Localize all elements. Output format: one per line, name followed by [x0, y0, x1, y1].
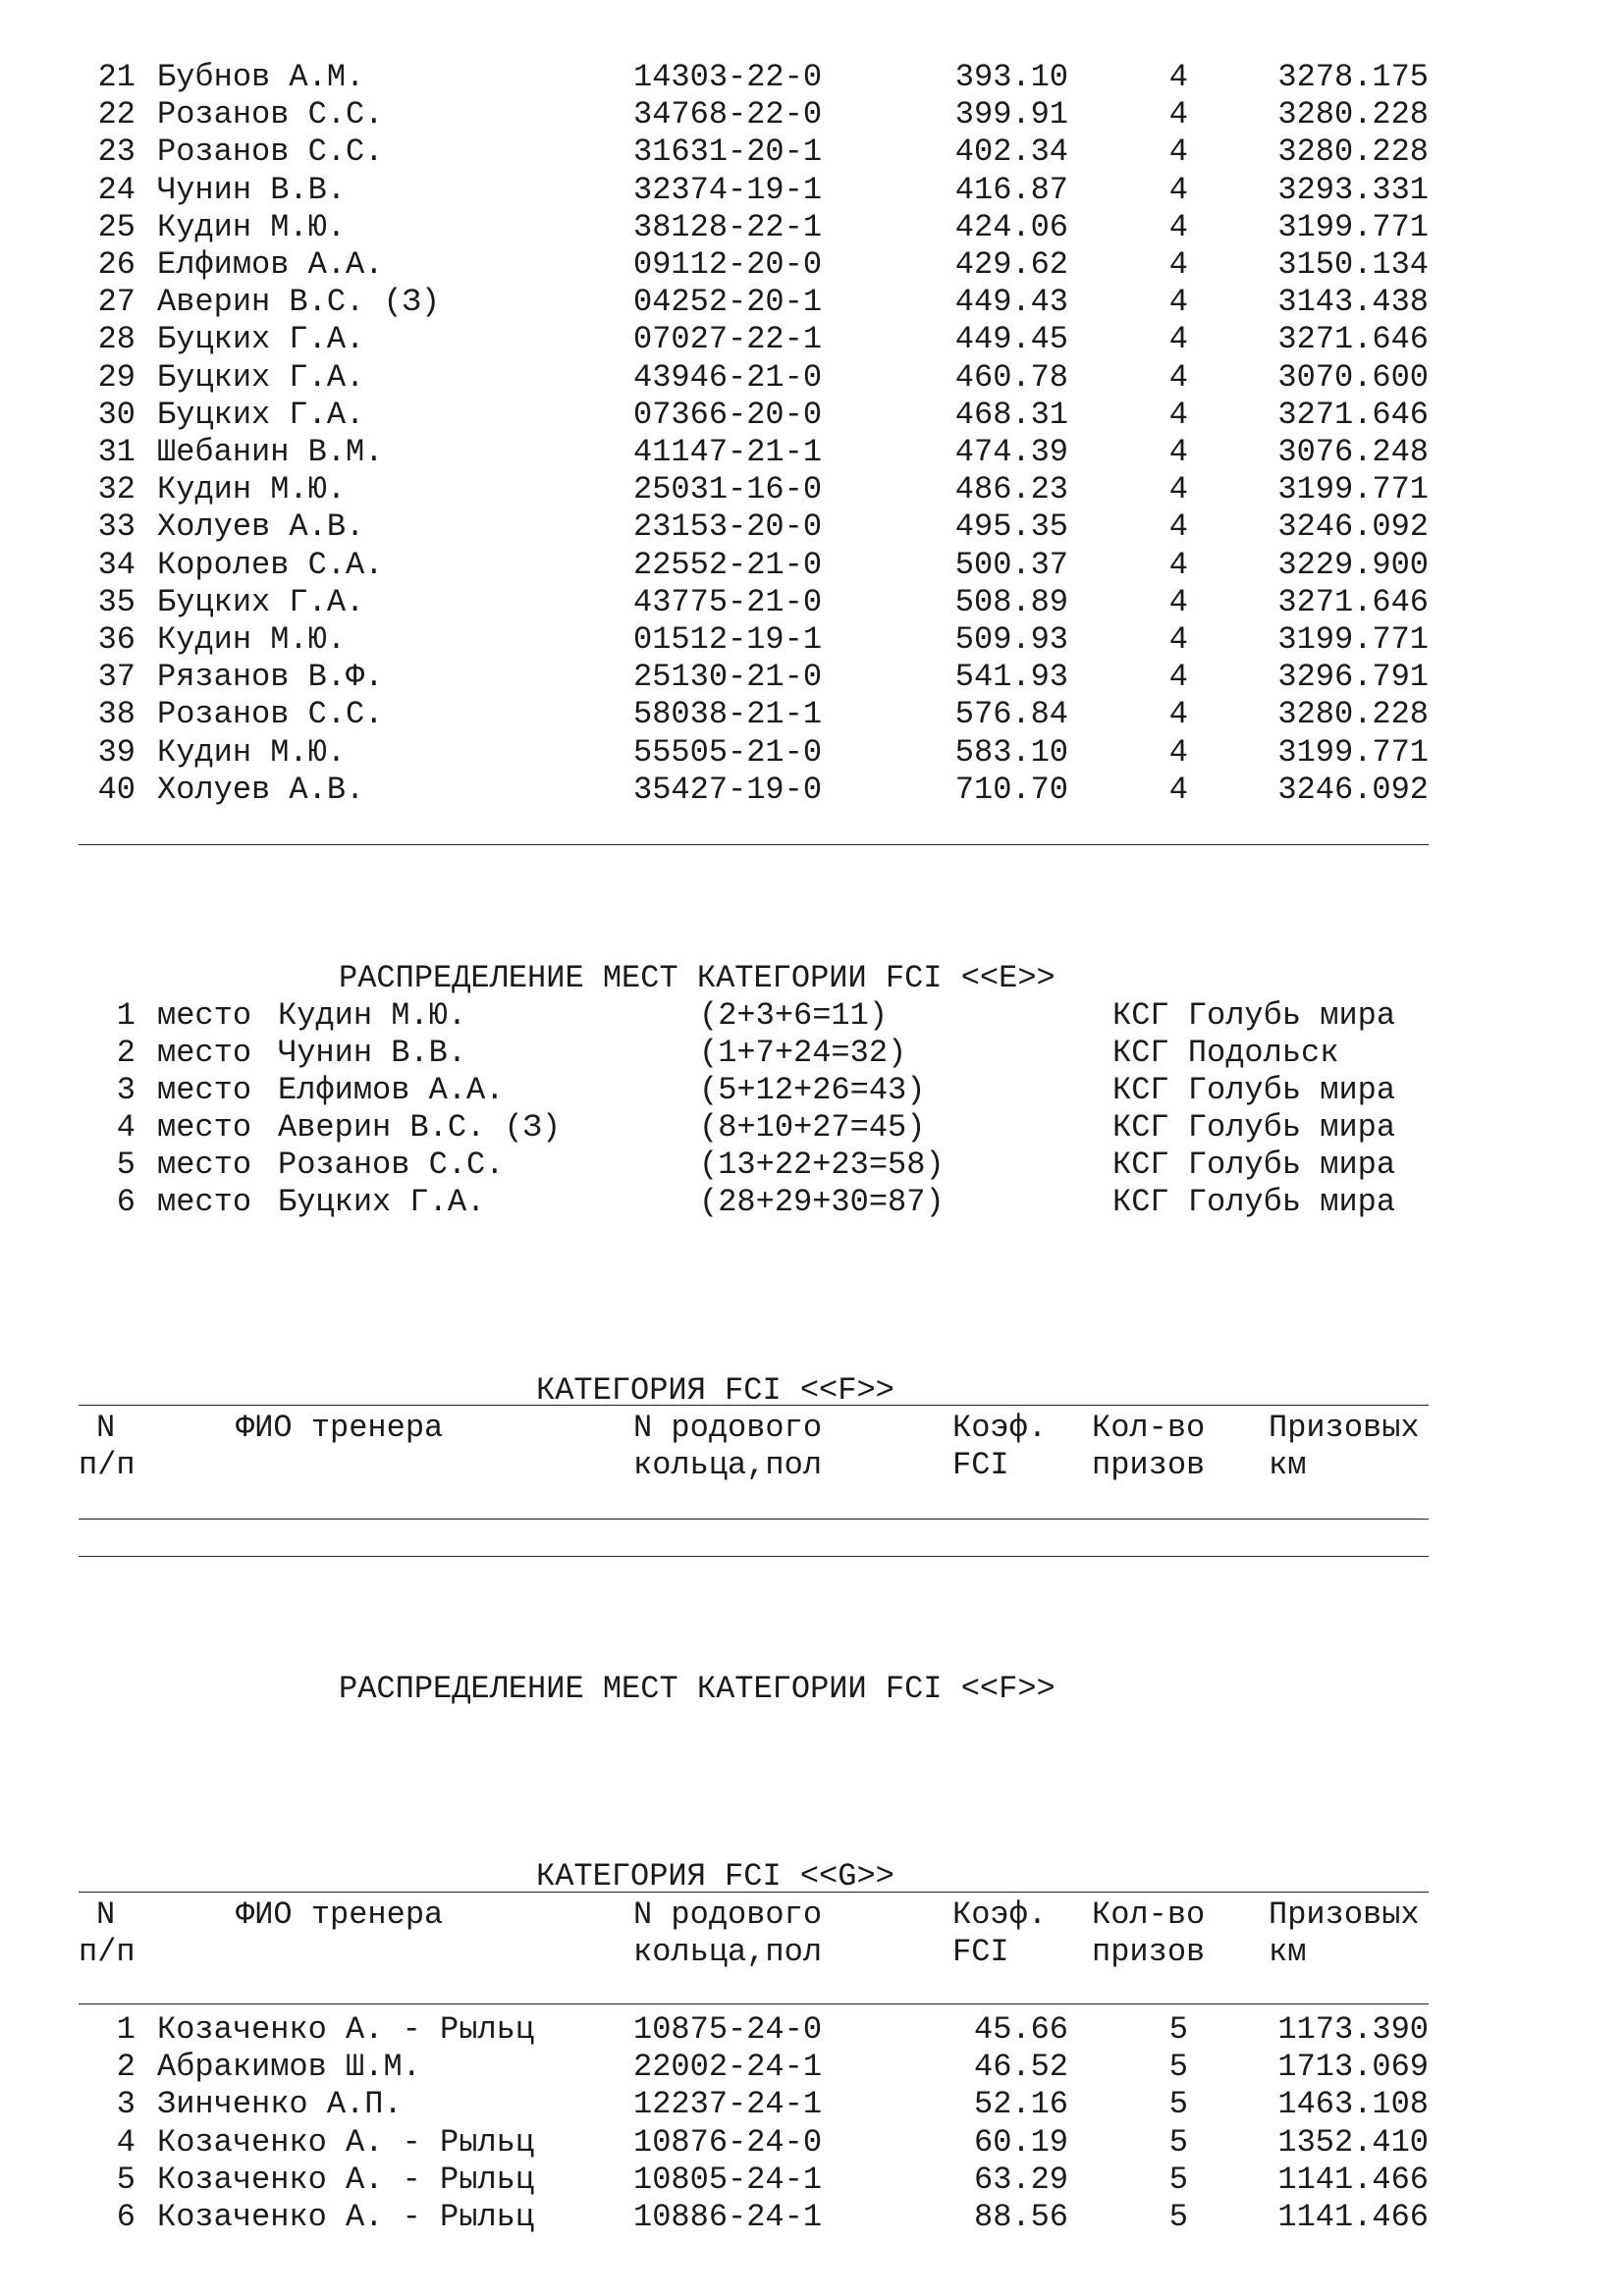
- row-number: 35: [97, 583, 135, 620]
- ring-number: 32374-19-1: [633, 171, 823, 208]
- trainer-name: Абракимов Ш.М.: [157, 2049, 421, 2086]
- row-number: 22: [97, 96, 135, 133]
- club-name: КСГ Голубь мира: [1112, 1184, 1396, 1220]
- header-prizes: Кол-во: [1092, 1410, 1206, 1446]
- trainer-name: Розанов С.С.: [157, 696, 384, 733]
- prize-km: 1173.390: [1277, 2011, 1429, 2048]
- category-g-header-top-rule: [79, 1892, 1429, 1893]
- prize-count: 5: [1168, 2161, 1188, 2198]
- place-number: 1: [116, 997, 135, 1034]
- row-number: 28: [97, 321, 135, 358]
- trainer-name: Буцких Г.А.: [157, 396, 365, 433]
- fci-coefficient: 460.78: [954, 358, 1068, 396]
- trainer-name: Чунин В.В.: [157, 171, 347, 208]
- list-item: [0, 1072, 1624, 1109]
- prize-count: 4: [1168, 133, 1188, 171]
- prize-count: 4: [1168, 284, 1188, 321]
- trainer-name: Розанов С.С.: [278, 1147, 505, 1183]
- place-number: 3: [116, 1072, 135, 1108]
- ring-number: 10805-24-1: [633, 2161, 823, 2198]
- fci-coefficient: 500.37: [954, 546, 1068, 583]
- fci-coefficient: 429.62: [954, 246, 1068, 283]
- club-name: КСГ Голубь мира: [1112, 1147, 1396, 1183]
- club-name: КСГ Голубь мира: [1112, 1072, 1396, 1108]
- row-number: 33: [97, 508, 135, 546]
- trainer-name: Елфимов А.А.: [278, 1072, 505, 1108]
- row-number: 26: [97, 246, 135, 283]
- prize-km: 3271.646: [1277, 321, 1429, 358]
- row-number: 40: [97, 771, 135, 808]
- table-row: [0, 2011, 1624, 2049]
- fci-coefficient: 416.87: [954, 171, 1068, 208]
- prize-count: 4: [1168, 358, 1188, 396]
- places-f-title: [0, 1633, 1624, 1745]
- trainer-name: Буцких Г.А.: [157, 321, 365, 358]
- ring-number: 43946-21-0: [633, 358, 823, 396]
- prize-count: 4: [1168, 59, 1188, 95]
- fci-coefficient: 46.52: [973, 2049, 1068, 2086]
- ring-number: 12237-24-1: [633, 2086, 823, 2123]
- club-name: КСГ Голубь мира: [1112, 997, 1396, 1034]
- prize-count: 4: [1168, 659, 1188, 696]
- header-prizes-sub: призов: [1092, 1447, 1206, 1483]
- fci-coefficient: 486.23: [954, 471, 1068, 508]
- prize-count: 5: [1168, 2199, 1188, 2235]
- table-row: [0, 59, 1624, 96]
- trainer-name: Кудин М.Ю.: [157, 733, 347, 771]
- prize-km: 3280.228: [1277, 96, 1429, 133]
- category-f-title-text: КАТЕГОРИЯ FCI <<F>>: [536, 1372, 894, 1409]
- table-row: [0, 359, 1624, 397]
- prize-km: 3143.438: [1277, 284, 1429, 321]
- ring-number: 58038-21-1: [633, 696, 823, 733]
- trainer-name: Бубнов А.М.: [157, 59, 365, 95]
- fci-coefficient: 399.91: [954, 96, 1068, 133]
- table-row: [0, 209, 1624, 246]
- fci-coefficient: 576.84: [954, 696, 1068, 733]
- prize-count: 4: [1168, 696, 1188, 733]
- prize-km: 3150.134: [1277, 246, 1429, 283]
- table-row: [0, 172, 1624, 209]
- prize-count: 5: [1168, 2011, 1188, 2048]
- table-row: [0, 621, 1624, 659]
- ring-number: 34768-22-0: [633, 96, 823, 133]
- table-row: [0, 584, 1624, 621]
- row-number: 4: [116, 2123, 135, 2161]
- place-sum: (8+10+27=45): [699, 1109, 926, 1146]
- table-row: [0, 321, 1624, 358]
- ring-number: 10875-24-0: [633, 2011, 823, 2048]
- place-word: место: [157, 1147, 252, 1183]
- trainer-name: Козаченко А. - Рыльц: [157, 2011, 535, 2048]
- ring-number: 25130-21-0: [633, 659, 823, 696]
- prize-km: 3199.771: [1277, 208, 1429, 245]
- place-sum: (13+22+23=58): [699, 1147, 945, 1183]
- fci-coefficient: 60.19: [973, 2123, 1068, 2161]
- table-row: [0, 246, 1624, 284]
- place-sum: (28+29+30=87): [699, 1184, 945, 1220]
- header-coef-sub: FCI: [952, 1934, 1009, 1970]
- row-number: 25: [97, 208, 135, 245]
- row-number: 38: [97, 696, 135, 733]
- prize-km: 3296.791: [1277, 659, 1429, 696]
- prize-count: 5: [1168, 2086, 1188, 2123]
- place-word: место: [157, 1072, 252, 1108]
- header-n: N: [96, 1410, 116, 1446]
- ring-number: 41147-21-1: [633, 434, 823, 470]
- trainer-name: Королев С.А.: [157, 546, 384, 583]
- table-row: [0, 2124, 1624, 2162]
- fci-coefficient: 52.16: [973, 2086, 1068, 2123]
- trainer-name: Холуев А.В.: [157, 771, 365, 808]
- place-number: 5: [116, 1147, 135, 1183]
- ring-number: 14303-22-0: [633, 59, 823, 95]
- row-number: 24: [97, 171, 135, 208]
- prize-km: 3199.771: [1277, 471, 1429, 508]
- place-sum: (5+12+26=43): [699, 1072, 926, 1108]
- prize-count: 4: [1168, 621, 1188, 658]
- prize-km: 1352.410: [1277, 2123, 1429, 2161]
- category-f-header-top-rule: [79, 1405, 1429, 1406]
- list-item: [0, 1147, 1624, 1184]
- fci-coefficient: 402.34: [954, 133, 1068, 171]
- place-number: 2: [116, 1035, 135, 1071]
- trainer-name: Розанов С.С.: [157, 133, 384, 171]
- table-row: [0, 2162, 1624, 2199]
- place-sum: (1+7+24=32): [699, 1035, 907, 1071]
- prize-count: 4: [1168, 546, 1188, 583]
- ring-number: 10886-24-1: [633, 2199, 823, 2235]
- ring-number: 07027-22-1: [633, 321, 823, 358]
- fci-coefficient: 541.93: [954, 659, 1068, 696]
- header-km-sub: км: [1269, 1447, 1307, 1483]
- header-ring-sub: кольца,пол: [633, 1934, 823, 1970]
- row-number: 3: [116, 2086, 135, 2123]
- header-km: Призовых: [1269, 1410, 1420, 1446]
- header-ring: N родового: [633, 1410, 823, 1446]
- trainer-name: Козаченко А. - Рыльц: [157, 2123, 535, 2161]
- ring-number: 07366-20-0: [633, 396, 823, 433]
- prize-km: 3199.771: [1277, 621, 1429, 658]
- header-name: ФИО тренера: [236, 1410, 444, 1446]
- fci-coefficient: 393.10: [954, 59, 1068, 95]
- header-coef-sub: FCI: [952, 1447, 1009, 1483]
- row-number: 34: [97, 546, 135, 583]
- table-row: [0, 133, 1624, 171]
- fci-coefficient: 449.45: [954, 321, 1068, 358]
- prize-count: 4: [1168, 733, 1188, 771]
- ring-number: 01512-19-1: [633, 621, 823, 658]
- fci-coefficient: 508.89: [954, 583, 1068, 620]
- fci-coefficient: 583.10: [954, 733, 1068, 771]
- row-number: 36: [97, 621, 135, 658]
- prize-km: 3280.228: [1277, 696, 1429, 733]
- table-row: [0, 734, 1624, 772]
- prize-km: 1713.069: [1277, 2049, 1429, 2086]
- prize-count: 4: [1168, 771, 1188, 808]
- place-word: место: [157, 1184, 252, 1220]
- prize-count: 4: [1168, 96, 1188, 133]
- trainer-name: Розанов С.С.: [157, 96, 384, 133]
- ring-number: 04252-20-1: [633, 284, 823, 321]
- prize-count: 4: [1168, 321, 1188, 358]
- row-number: 2: [116, 2049, 135, 2086]
- prize-km: 3229.900: [1277, 546, 1429, 583]
- trainer-name: Аверин В.С. (З): [157, 284, 441, 321]
- trainer-name: Шебанин В.М.: [157, 434, 384, 470]
- trainer-name: Буцких Г.А.: [157, 358, 365, 396]
- ring-number: 55505-21-0: [633, 733, 823, 771]
- table-row: [0, 434, 1624, 471]
- places-e-title-text: РАСПРЕДЕЛЕНИЕ МЕСТ КАТЕГОРИИ FCI <<E>>: [339, 960, 1056, 996]
- row-number: 6: [116, 2199, 135, 2235]
- header-coef: Коэф.: [952, 1410, 1048, 1446]
- row-number: 5: [116, 2161, 135, 2198]
- place-sum: (2+3+6=11): [699, 997, 889, 1034]
- trainer-name: Козаченко А. - Рыльц: [157, 2199, 535, 2235]
- prize-km: 3199.771: [1277, 733, 1429, 771]
- prize-count: 4: [1168, 471, 1188, 508]
- table-row: [0, 397, 1624, 434]
- ring-number: 22552-21-0: [633, 546, 823, 583]
- trainer-name: Кудин М.Ю.: [157, 208, 347, 245]
- table-row: [0, 2199, 1624, 2236]
- trainer-name: Зинченко А.П.: [157, 2086, 403, 2123]
- table-bottom-rule: [79, 844, 1429, 845]
- trainer-name: Буцких Г.А.: [157, 583, 365, 620]
- header-ring-sub: кольца,пол: [633, 1447, 823, 1483]
- header-ring: N родового: [633, 1896, 823, 1933]
- table-row: [0, 2086, 1624, 2123]
- header-n-sub: п/п: [79, 1934, 135, 1970]
- fci-coefficient: 88.56: [973, 2199, 1068, 2235]
- ring-number: 23153-20-0: [633, 508, 823, 546]
- list-item: [0, 997, 1624, 1035]
- row-number: 37: [97, 659, 135, 696]
- row-number: 27: [97, 284, 135, 321]
- table-row: [0, 696, 1624, 733]
- prize-count: 5: [1168, 2049, 1188, 2086]
- ring-number: 38128-22-1: [633, 208, 823, 245]
- trainer-name: Елфимов А.А.: [157, 246, 384, 283]
- trainer-name: Буцких Г.А.: [278, 1184, 486, 1220]
- table-row: [0, 772, 1624, 809]
- trainer-name: Кудин М.Ю.: [278, 997, 467, 1034]
- category-f-header-bottom-rule: [79, 1519, 1429, 1520]
- header-coef: Коэф.: [952, 1896, 1048, 1933]
- row-number: 23: [97, 133, 135, 171]
- list-item: [0, 1109, 1624, 1147]
- trainer-name: Кудин М.Ю.: [157, 621, 347, 658]
- list-item: [0, 1184, 1624, 1221]
- fci-coefficient: 45.66: [973, 2011, 1068, 2048]
- header-prizes: Кол-во: [1092, 1896, 1206, 1933]
- prize-km: 3271.646: [1277, 396, 1429, 433]
- trainer-name: Холуев А.В.: [157, 508, 365, 546]
- trainer-name: Чунин В.В.: [278, 1035, 467, 1071]
- ring-number: 25031-16-0: [633, 471, 823, 508]
- prize-km: 1141.466: [1277, 2199, 1429, 2235]
- place-word: место: [157, 997, 252, 1034]
- list-item: [0, 1035, 1624, 1072]
- prize-count: 4: [1168, 171, 1188, 208]
- header-n-sub: п/п: [79, 1447, 135, 1483]
- category-g-header-bottom-rule: [79, 2003, 1429, 2004]
- prize-count: 4: [1168, 583, 1188, 620]
- prize-km: 1141.466: [1277, 2161, 1429, 2198]
- fci-coefficient: 710.70: [954, 771, 1068, 808]
- trainer-name: Козаченко А. - Рыльц: [157, 2161, 535, 2198]
- header-km: Призовых: [1269, 1896, 1420, 1933]
- prize-km: 3246.092: [1277, 771, 1429, 808]
- fci-coefficient: 474.39: [954, 434, 1068, 470]
- table-row: [0, 471, 1624, 508]
- ring-number: 35427-19-0: [633, 771, 823, 808]
- place-number: 4: [116, 1109, 135, 1146]
- place-word: место: [157, 1035, 252, 1071]
- row-number: 32: [97, 471, 135, 508]
- fci-coefficient: 449.43: [954, 284, 1068, 321]
- prize-km: 3271.646: [1277, 583, 1429, 620]
- row-number: 30: [97, 396, 135, 433]
- ring-number: 10876-24-0: [633, 2123, 823, 2161]
- category-f-table-bottom-rule: [79, 1556, 1429, 1557]
- club-name: КСГ Голубь мира: [1112, 1109, 1396, 1146]
- prize-count: 4: [1168, 246, 1188, 283]
- row-number: 31: [97, 434, 135, 470]
- header-name: ФИО тренера: [236, 1896, 444, 1933]
- ring-number: 22002-24-1: [633, 2049, 823, 2086]
- trainer-name: Аверин В.С. (З): [278, 1109, 562, 1146]
- table-row: [0, 284, 1624, 321]
- row-number: 1: [116, 2011, 135, 2048]
- prize-count: 4: [1168, 396, 1188, 433]
- row-number: 39: [97, 733, 135, 771]
- fci-coefficient: 63.29: [973, 2161, 1068, 2198]
- club-name: КСГ Подольск: [1112, 1035, 1339, 1071]
- header-prizes-sub: призов: [1092, 1934, 1206, 1970]
- header-km-sub: км: [1269, 1934, 1307, 1970]
- place-word: место: [157, 1109, 252, 1146]
- table-row: [0, 547, 1624, 584]
- prize-km: 3293.331: [1277, 171, 1429, 208]
- ring-number: 09112-20-0: [633, 246, 823, 283]
- fci-coefficient: 495.35: [954, 508, 1068, 546]
- header-n: N: [96, 1896, 116, 1933]
- fci-coefficient: 509.93: [954, 621, 1068, 658]
- prize-count: 5: [1168, 2123, 1188, 2161]
- fci-coefficient: 424.06: [954, 208, 1068, 245]
- category-g-title-text: КАТЕГОРИЯ FCI <<G>>: [536, 1858, 894, 1895]
- table-row: [0, 96, 1624, 133]
- row-number: 29: [97, 358, 135, 396]
- table-row: [0, 508, 1624, 546]
- trainer-name: Рязанов В.Ф.: [157, 659, 384, 696]
- ring-number: 31631-20-1: [633, 133, 823, 171]
- row-number: 21: [97, 59, 135, 95]
- prize-count: 4: [1168, 508, 1188, 546]
- prize-count: 4: [1168, 208, 1188, 245]
- place-number: 6: [116, 1184, 135, 1220]
- prize-km: 3278.175: [1277, 59, 1429, 95]
- prize-km: 3280.228: [1277, 133, 1429, 171]
- prize-km: 3076.248: [1277, 434, 1429, 470]
- prize-km: 3070.600: [1277, 358, 1429, 396]
- prize-count: 4: [1168, 434, 1188, 470]
- table-row: [0, 2049, 1624, 2086]
- ring-number: 43775-21-0: [633, 583, 823, 620]
- table-row: [0, 659, 1624, 696]
- trainer-name: Кудин М.Ю.: [157, 471, 347, 508]
- places-f-title-text: РАСПРЕДЕЛЕНИЕ МЕСТ КАТЕГОРИИ FCI <<F>>: [339, 1671, 1056, 1707]
- prize-km: 1463.108: [1277, 2086, 1429, 2123]
- fci-coefficient: 468.31: [954, 396, 1068, 433]
- prize-km: 3246.092: [1277, 508, 1429, 546]
